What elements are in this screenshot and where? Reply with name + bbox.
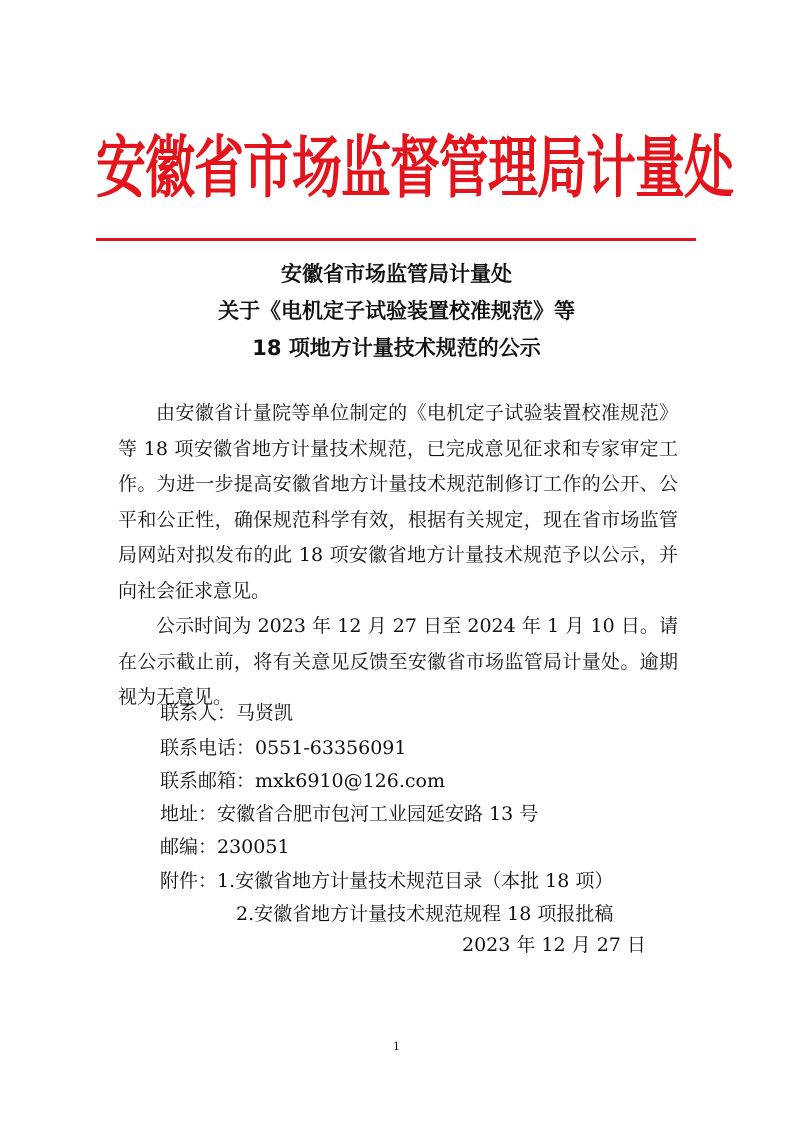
red-divider bbox=[96, 238, 696, 241]
masthead-title: 安徽省市场监督管理局计量处 bbox=[96, 128, 733, 208]
address: 地址：安徽省合肥市包河工业园延安路 13 号 bbox=[160, 803, 539, 825]
title-line-2: 关于《电机定子试验装置校准规范》等 bbox=[218, 299, 575, 323]
title-line-1: 安徽省市场监管局计量处 bbox=[281, 262, 512, 286]
contact-person: 联系人：马贤凯 bbox=[160, 702, 294, 724]
paragraph-1: 由安徽省计量院等单位制定的《电机定子试验装置校准规范》等 18 项安徽省地方计量技术规范，已完成意见征求和专家审定工作。为进一步提高安徽省地方计量技术规范制修订工作的公开、公平和公正性，确保规范科学有效，根据有关规定，现在省市场监管局网站对拟发布的此 18 项安徽省地方计量技术规范予以公示，并向社会征求意见。 bbox=[118, 402, 678, 602]
contact-phone: 联系电话：0551-63356091 bbox=[160, 737, 407, 759]
postcode: 邮编：230051 bbox=[160, 836, 290, 858]
issue-date: 2023 年 12 月 27 日 bbox=[462, 934, 646, 956]
notice-title bbox=[120, 256, 673, 367]
title-line-3: 18 项地方计量技术规范的公示 bbox=[252, 336, 541, 360]
attachment-2: 2.安徽省地方计量技术规范规程 18 项报批稿 bbox=[236, 903, 614, 925]
contact-email: 联系邮箱：mxk6910@126.com bbox=[160, 770, 446, 792]
paragraph-2: 公示时间为 2023 年 12 月 27 日至 2024 年 1 月 10 日。请在公示截止前，将有关意见反馈至安徽省市场监管局计量处。逾期视为无意见。 bbox=[118, 615, 678, 708]
notice-body bbox=[118, 396, 678, 716]
page-number: 1 bbox=[393, 1040, 400, 1053]
attachment-1: 附件：1.安徽省地方计量技术规范目录（本批 18 项） bbox=[160, 870, 614, 892]
